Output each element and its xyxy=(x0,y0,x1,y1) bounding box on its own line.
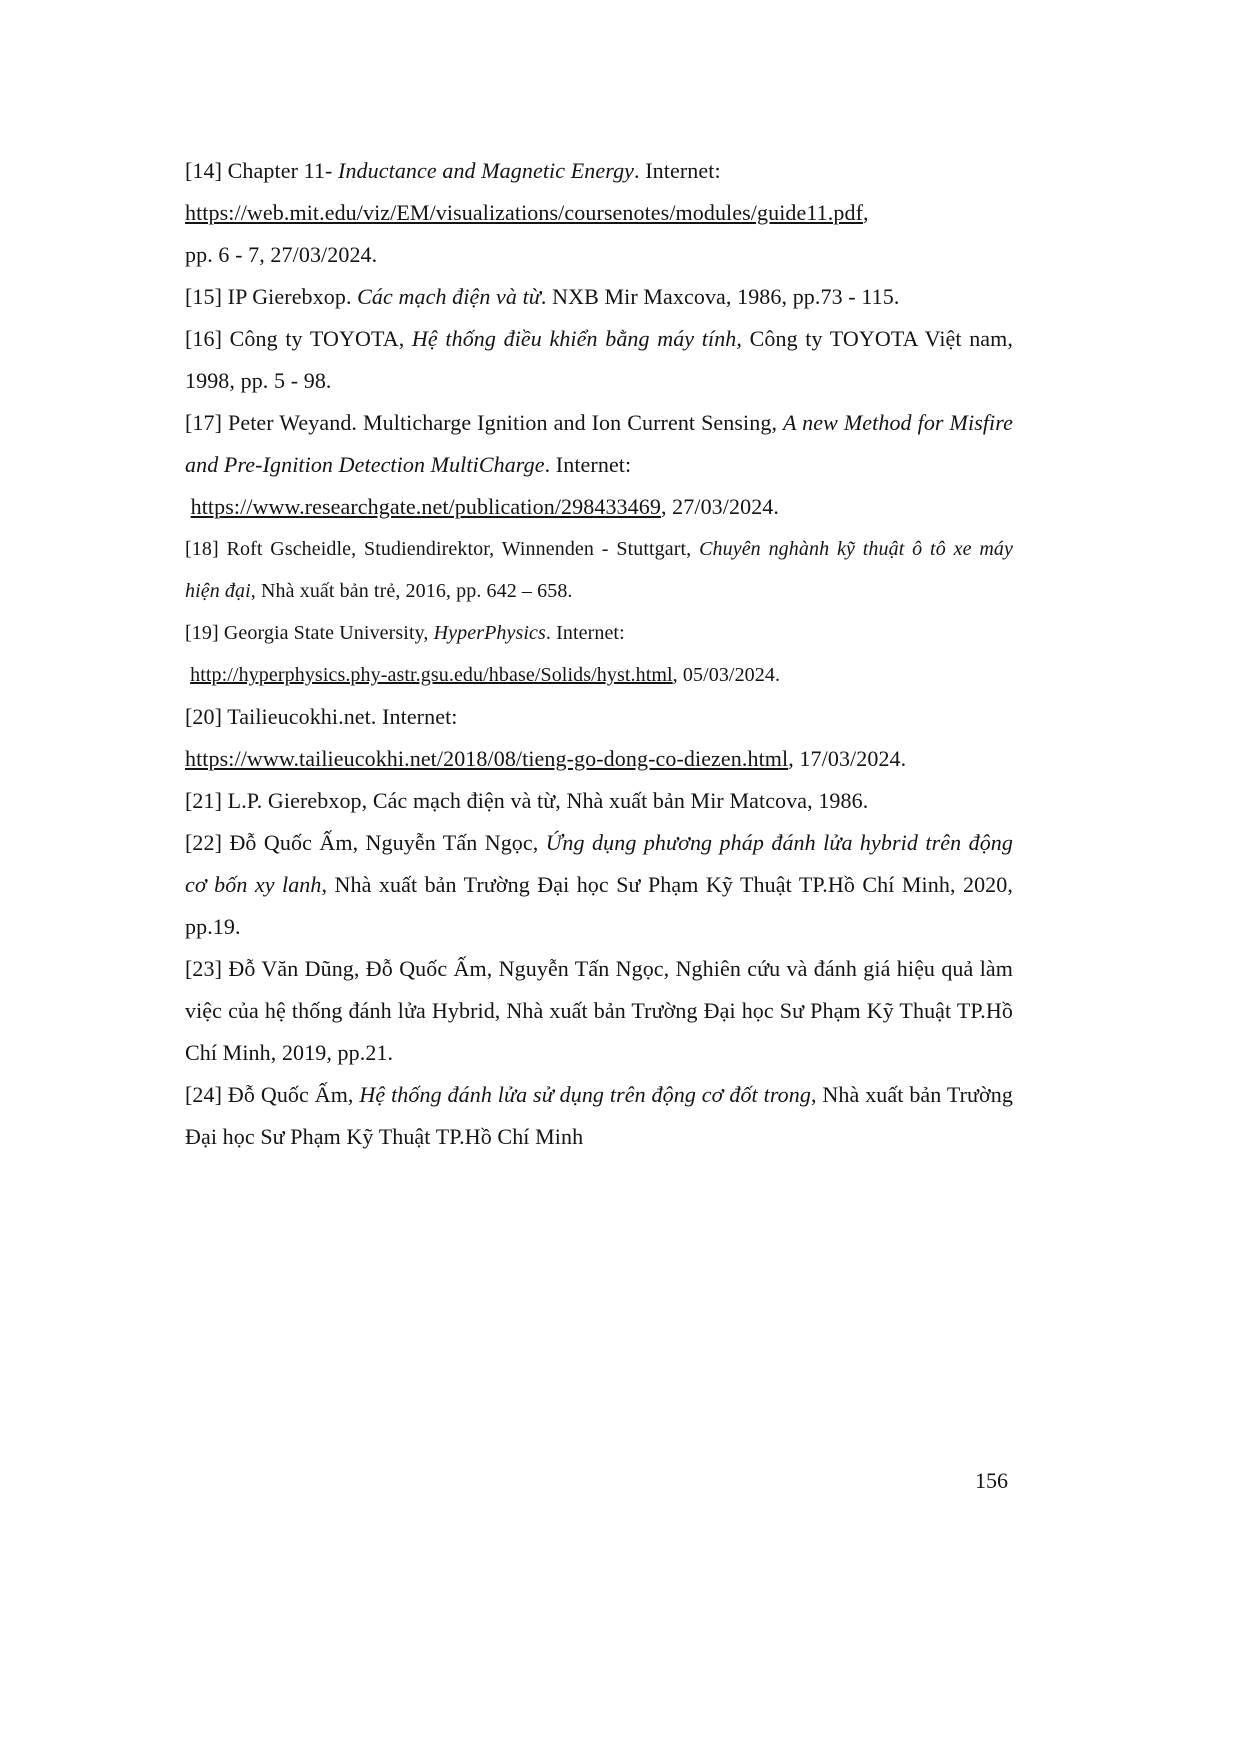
reference-item xyxy=(185,612,1013,696)
reference-title-italic: Chuyên nghành kỹ thuật ô tô xe máy hiện đại xyxy=(185,538,1013,602)
reference-text: , Nhà xuất bản Trường Đại học Sư Phạm Kỹ Thuật TP.Hồ Chí Minh xyxy=(185,1082,1013,1149)
reference-title-italic: Ứng dụng phương pháp đánh lửa hybrid trên động cơ bốn xy lanh xyxy=(185,830,1013,897)
reference-title-italic: Hệ thống điều khiển bằng máy tính, xyxy=(411,326,742,351)
reference-url-link[interactable]: https://www.tailieucokhi.net/2018/08/tieng-go-dong-co-diezen.html xyxy=(185,746,789,771)
reference-text: , 17/03/2024. xyxy=(788,746,907,771)
reference-item xyxy=(185,276,1013,318)
reference-item xyxy=(185,528,1013,612)
reference-text: [24] Đỗ Quốc Ấm, xyxy=(185,1082,360,1107)
reference-text: [18] Roft Gscheidle, Studiendirektor, Winnenden - Stuttgart, xyxy=(185,538,700,560)
reference-text: . Internet: xyxy=(545,622,625,644)
reference-text: [23] Đỗ Văn Dũng, Đỗ Quốc Ấm, Nguyễn Tấn Ngọc, Nghiên cứu và đánh giá hiệu quả làm việc của hệ thống đánh lửa Hybrid, Nhà xuất bản Trường Đại học Sư Phạm Kỹ Thuật TP.Hồ Chí Minh, 2019, pp.21. xyxy=(185,956,1013,1065)
reference-text: [14] Chapter 11- xyxy=(185,158,339,183)
reference-title-italic: A new Method for Misfire and Pre-Ignition Detection MultiCharge xyxy=(185,410,1013,477)
reference-text: [15] IP Gierebxop. xyxy=(185,284,358,309)
reference-text: , Nhà xuất bản trẻ, 2016, pp. 642 – 658. xyxy=(250,580,573,602)
reference-item xyxy=(185,696,1013,780)
reference-url-link[interactable]: http://hyperphysics.phy-astr.gsu.edu/hbase/Solids/hyst.html xyxy=(190,664,673,686)
reference-item xyxy=(185,780,1013,822)
reference-item xyxy=(185,150,1013,276)
reference-item xyxy=(185,822,1013,948)
reference-text: , 05/03/2024. xyxy=(672,664,781,686)
reference-text: . NXB Mir Maxcova, 1986, pp.73 - 115. xyxy=(540,284,900,309)
reference-item xyxy=(185,402,1013,528)
reference-text: [21] L.P. Gierebxop, Các mạch điện và từ, Nhà xuất bản Mir Matcova, 1986. xyxy=(185,788,869,813)
page-number: 156 xyxy=(975,1468,1008,1493)
reference-text: [20] Tailieucokhi.net. Internet: xyxy=(185,704,458,729)
reference-text: . Internet: xyxy=(544,452,632,477)
reference-text: , Nhà xuất bản Trường Đại học Sư Phạm Kỹ Thuật TP.Hồ Chí Minh, 2020, pp.19. xyxy=(185,872,1013,939)
references-list xyxy=(185,150,1013,1158)
reference-url-link[interactable]: https://web.mit.edu/viz/EM/visualizations/coursenotes/modules/guide11.pdf xyxy=(185,200,863,225)
reference-text: Công ty TOYOTA Việt nam, 1998, pp. 5 - 98. xyxy=(185,326,1013,393)
reference-title-italic: HyperPhysics xyxy=(433,622,546,644)
reference-title-italic: Hệ thống đánh lửa sử dụng trên động cơ đốt trong xyxy=(359,1082,811,1107)
reference-item xyxy=(185,318,1013,402)
reference-url-link[interactable]: https://www.researchgate.net/publication/298433469 xyxy=(190,494,661,519)
reference-text: pp. 6 - 7, 27/03/2024. xyxy=(185,242,378,267)
reference-text: . Internet: xyxy=(634,158,721,183)
reference-text: , 27/03/2024. xyxy=(660,494,779,519)
reference-text: [16] Công ty TOYOTA, xyxy=(185,326,412,351)
reference-title-italic: Inductance and Magnetic Energy xyxy=(338,158,635,183)
reference-title-italic: Các mạch điện và từ xyxy=(357,284,541,309)
reference-text: [19] Georgia State University, xyxy=(185,622,434,644)
reference-text: [17] Peter Weyand. Multicharge Ignition and Ion Current Sensing, xyxy=(185,410,784,435)
reference-item xyxy=(185,1074,1013,1158)
reference-text: , xyxy=(863,200,869,225)
reference-text: [22] Đỗ Quốc Ấm, Nguyễn Tấn Ngọc, xyxy=(185,830,546,855)
reference-item xyxy=(185,948,1013,1074)
